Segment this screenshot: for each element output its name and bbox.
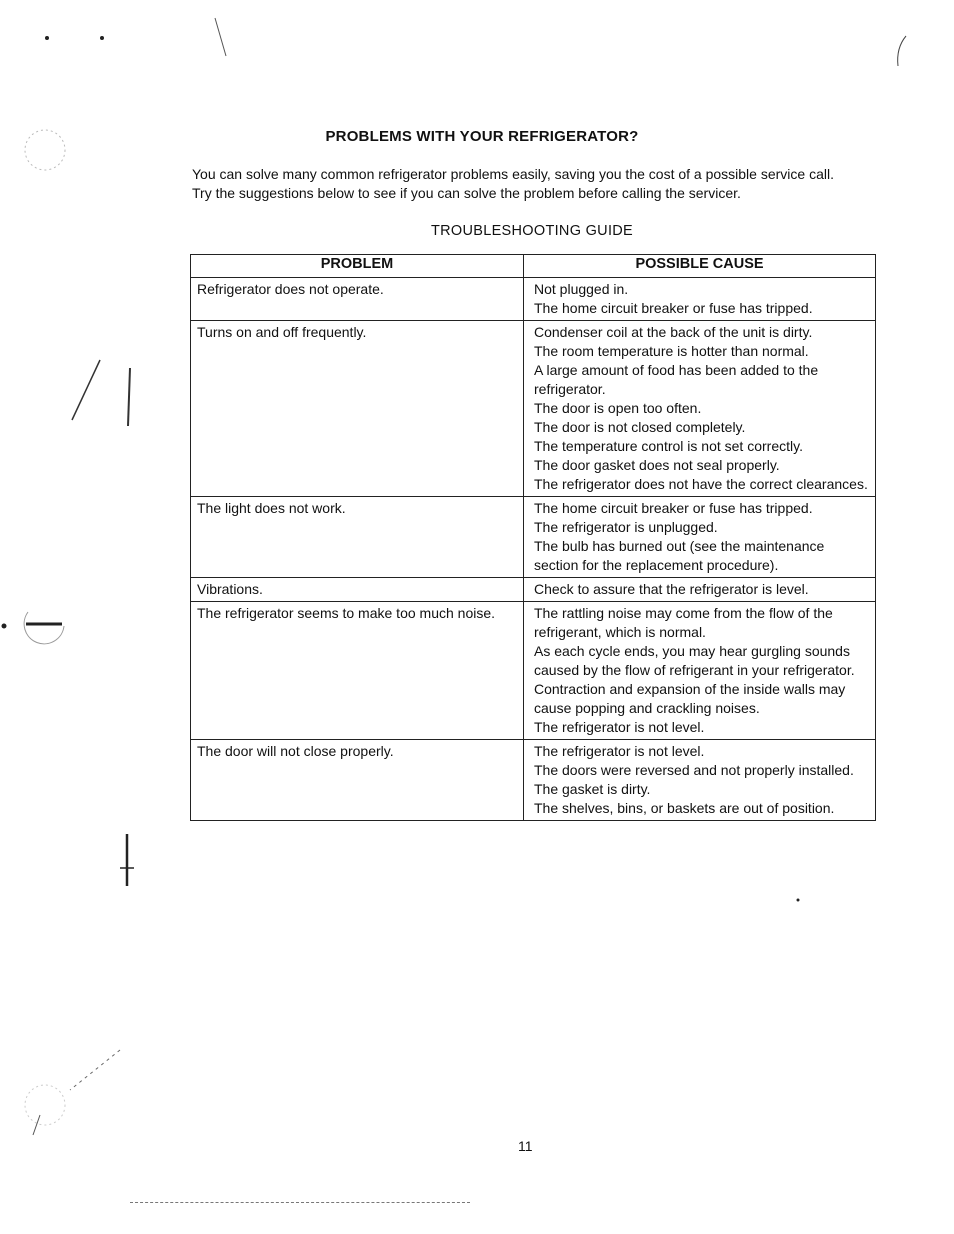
cause-item: The door gasket does not seal properly. (534, 457, 780, 473)
cause-item: The refrigerator does not have the correct clearances. (534, 476, 868, 492)
cause-cell (524, 497, 876, 578)
table-row (191, 602, 876, 740)
cause-cell (524, 602, 876, 740)
problem-cell: The refrigerator seems to make too much noise. (191, 602, 524, 740)
problem-cell: The door will not close properly. (191, 740, 524, 821)
page-number: 11 (518, 1138, 533, 1154)
cause-item: The door is not closed completely. (534, 419, 746, 435)
cause-item: The gasket is dirty. (534, 781, 651, 797)
table-row (191, 321, 876, 497)
cause-cell (524, 740, 876, 821)
intro-line: Try the suggestions below to see if you can solve the problem before calling the servicer. (192, 185, 741, 201)
table-row (191, 578, 876, 602)
troubleshooting-table (190, 254, 876, 821)
cause-item: The door is open too often. (534, 400, 702, 416)
cause-item: Contraction and expansion of the inside walls may cause popping and crackling noises. (534, 681, 846, 716)
cause-cell (524, 578, 876, 602)
problem-cell: Turns on and off frequently. (191, 321, 524, 497)
table-row (191, 278, 876, 321)
cause-item: The temperature control is not set correctly. (534, 438, 803, 454)
table-header-row (191, 255, 876, 278)
intro-line: You can solve many common refrigerator problems easily, saving you the cost of a possible service call. (192, 166, 834, 182)
problem-cell: Vibrations. (191, 578, 524, 602)
cause-item: The rattling noise may come from the flow of the refrigerant, which is normal. (534, 605, 833, 640)
cause-item: The refrigerator is not level. (534, 743, 705, 759)
cause-item: As each cycle ends, you may hear gurgling sounds caused by the flow of refrigerant in your refrigerator. (534, 643, 855, 678)
cause-item: Condenser coil at the back of the unit is dirty. (534, 324, 813, 340)
cause-item: The refrigerator is not level. (534, 719, 705, 735)
binder-hole-bottom (25, 1085, 65, 1125)
cause-item: A large amount of food has been added to the refrigerator. (534, 362, 819, 397)
binder-hole-middle (24, 612, 64, 644)
cause-cell (524, 278, 876, 321)
problem-cell: The light does not work. (191, 497, 524, 578)
scan-edge-line (130, 1202, 470, 1203)
page-heading: PROBLEMS WITH YOUR REFRIGERATOR? (325, 128, 639, 145)
cause-cell (524, 321, 876, 497)
cause-item: The home circuit breaker or fuse has tripped. (534, 500, 813, 516)
cause-item: The shelves, bins, or baskets are out of position. (534, 800, 835, 816)
intro-paragraph (192, 165, 892, 203)
cause-item: The bulb has burned out (see the maintenance section for the replacement procedure). (534, 538, 825, 573)
cause-item: Not plugged in. (534, 281, 629, 297)
header-possible-cause: POSSIBLE CAUSE (524, 255, 876, 278)
table-row (191, 497, 876, 578)
cause-item: The room temperature is hotter than normal. (534, 343, 809, 359)
cause-item: Check to assure that the refrigerator is level. (534, 581, 809, 597)
guide-title: TROUBLESHOOTING GUIDE (430, 223, 634, 239)
cause-item: The home circuit breaker or fuse has tripped. (534, 300, 813, 316)
table-row (191, 740, 876, 821)
cause-item: The refrigerator is unplugged. (534, 519, 718, 535)
cause-item: The doors were reversed and not properly installed. (534, 762, 854, 778)
problem-cell: Refrigerator does not operate. (191, 278, 524, 321)
header-problem: PROBLEM (191, 255, 524, 278)
